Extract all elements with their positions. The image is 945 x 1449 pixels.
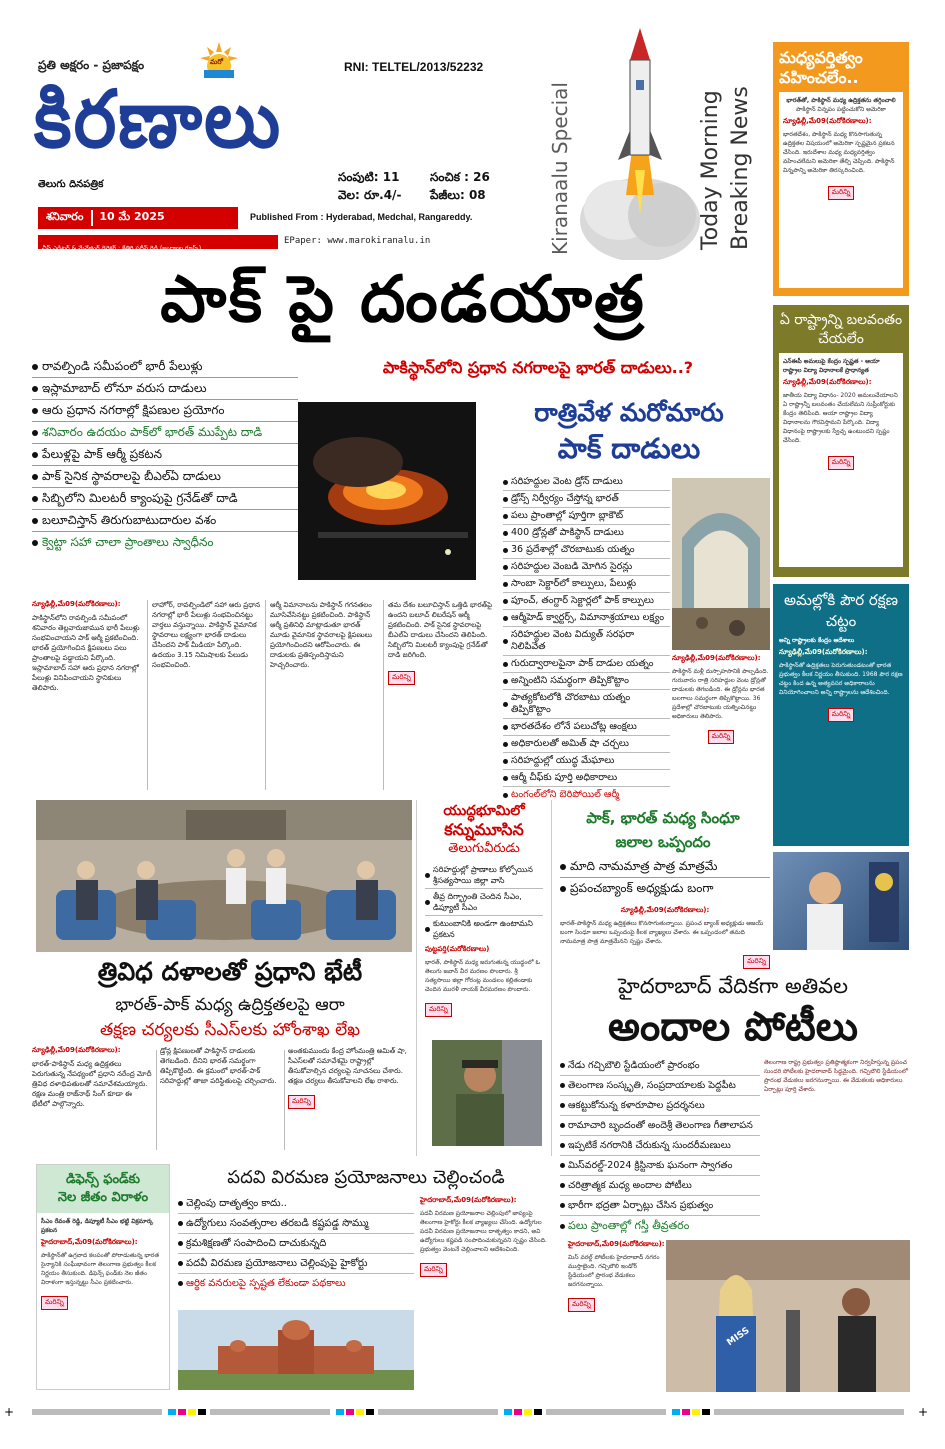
list-item: సరిహద్దుల వెంట విద్యుత్ సరఫరా నిలిపివేత xyxy=(503,627,670,656)
list-item: సరిహద్దుల్లో యుద్ధ మేఘాలు xyxy=(503,753,670,770)
svg-text:+: + xyxy=(4,1405,15,1419)
list-item: ఇప్పటికే నగరానికి చేరుకున్న సుందరీమణులు xyxy=(560,1136,760,1156)
amit-shah-photo xyxy=(773,852,909,950)
article-body: భారత్-పాకిస్థాన్ మధ్య ఉద్రిక్తతలు కొనసాగుతున్నాయి. ప్రపంచ బ్యాంక్ అధ్యక్షుడు అజయ్ బంగా సింధూ జలాల ఒప్పందంపై కీలక వ్యాఖ్యలు చేశారు. ఈ ఒప్పందంలో తమది నామమాత్ర పాత్ర మాత్రమేనని స్పష్టం చేశారు. xyxy=(560,920,764,945)
list-item: రామాచారి బృందంతో అందెశ్రీ తెలంగాణ గీతాలాపన xyxy=(560,1116,760,1136)
issue: సంచిక : 26 xyxy=(430,170,490,184)
list-item: ఆర్థిక వనరులపై స్పష్టత లేకుండా పథకాలు xyxy=(178,1274,414,1293)
defence-lead: సీఎం రేవంత్ రెడ్డి, డిప్యూటీ సీఎం భట్టి విక్రమార్క ప్రకటన xyxy=(41,1218,154,1234)
more-link[interactable]: మరిన్ని xyxy=(568,1298,595,1312)
main-headline: పాక్ పై దండయాత్ర xyxy=(160,263,646,337)
list-item: సాంబా సెక్టార్‌లో కాల్పులు, పేలుళ్లు xyxy=(503,576,670,593)
damaged-building-photo xyxy=(672,478,770,650)
list-item: పేలుళ్లపై పాక్ ఆర్మీ ప్రకటన xyxy=(32,444,298,466)
date-label: 10 మే 2025 xyxy=(99,210,165,223)
print-registration-strip xyxy=(0,1404,945,1418)
indus-headline-1: పాక్, భారత్ మధ్య సింధూ xyxy=(586,809,740,827)
list-item: చరిత్రాత్మక మధ్య అందాల పోటీలు xyxy=(560,1176,760,1196)
night-attack-headline-1: రాత్రివేళ మరోమారు xyxy=(534,398,724,427)
list-item: ఆర్మీహెడ్ క్వార్టర్స్, విమానాశ్రయాలు లక్ష్యం xyxy=(503,610,670,627)
list-item: పలు ప్రాంతాల్లో పూర్తిగా బ్లాకౌట్ xyxy=(503,508,670,525)
box-title: అమల్లోకి పౌర రక్షణ చట్టం xyxy=(783,591,899,630)
indus-bullets xyxy=(560,856,770,899)
box-body: పాకిస్థాన్‌తో ఉద్రిక్తతలు పెరుగుతుండటంతో భారత ప్రభుత్వం కీలక నిర్ణయం తీసుకుంది. 1968 పౌర రక్షణ చట్టం కింద ఉన్న అత్యవసర అధికారాలను వినియోగించాలని అన్ని రాష్ట్రాలను ఆదేశించింది. xyxy=(779,662,903,696)
main-bullet-list xyxy=(32,356,298,553)
list-item: పాక్ సైనిక స్థావరాలపై బీఎల్ఏ దాడులు xyxy=(32,466,298,488)
pm-meeting-sub-2: తక్షణ చర్యలకు సీఎస్‌లకు హోంశాఖ లేఖ xyxy=(99,1020,361,1040)
svg-text:+: + xyxy=(918,1405,929,1419)
retirement-headline: పదవి విరమణ ప్రయోజనాలు చెల్లించండి xyxy=(227,1167,505,1188)
pm-meeting-article xyxy=(32,1046,412,1156)
rni-number: RNI: TELTEL/2013/52232 xyxy=(344,60,484,74)
article-column: అంతకుముందు కేంద్ర హోంమంత్రి అమిత్ షా, సీఎస్‌లతో సమావేశమై రాష్ట్రాల్లో తీసుకోవాల్సిన చర్యలపై సూచనలు చేశారు. తక్షణ చర్యలు తీసుకోవాలని లేఖ రాశారు. xyxy=(288,1047,407,1085)
miss-world-article xyxy=(568,1240,664,1312)
list-item: నేడు గచ్చిబౌలి స్టేడియంలో ప్రారంభం xyxy=(560,1056,760,1076)
retirement-article xyxy=(420,1196,552,1277)
editor-line: చీఫ్ ఎడిటర్ & మేనేజింగ్ డైరెక్టర్ : కేతిరి ప్రదీప్ రెడ్డి (జంధ్యాల గ్రూప్స్) xyxy=(42,245,202,252)
list-item: టంగంల్‌లోని బెరిపోయిల్ ఆర్మీ xyxy=(503,787,670,803)
article-body: తెలంగాణ రాష్ట్ర ప్రభుత్వం ప్రతిష్ఠాత్మకంగా నిర్వహిస్తున్న ప్రపంచ సుందరి పోటీలకు హైదరాబాద్ సిద్ధమైంది. గచ్చిబౌలి స్టేడియంలో ప్రారంభ వేడుకలు జరగనున్నాయి. ఈ వేడుకలకు అధికారులు ఏర్పాట్లు పూర్తి చేశారు. xyxy=(764,1059,908,1093)
date-strip xyxy=(38,207,238,229)
night-attack-bullets xyxy=(503,474,670,803)
explosion-photo xyxy=(298,402,476,580)
list-item: భారతదేశం లోనే పలుచోట్ల ఆంక్షలు xyxy=(503,719,670,736)
main-article xyxy=(32,600,502,796)
more-link[interactable]: మరిన్ని xyxy=(420,1263,447,1277)
war-box-title-1: యుద్ధభూమిలో xyxy=(443,803,525,819)
volume: సంపుటి: 11 xyxy=(338,170,400,184)
list-item: పదవీ విరమణ ప్రయోజనాలు చెల్లింపుపై హైకోర్టు xyxy=(178,1254,414,1274)
list-item: డ్రోన్స్ నిర్వీర్యం చేస్తోన్న భారత్ xyxy=(503,491,670,508)
list-item: సిబ్బిలోని మిలటరీ క్యాంపుపై గ్రనేడ్‌తో దాడి xyxy=(32,488,298,510)
defence-fund-box xyxy=(36,1164,170,1390)
box-lead: అన్ని రాష్ట్రాలకు కేంద్రం ఆదేశాలు xyxy=(779,637,855,644)
list-item: ఆరు ప్రధాన నగరాల్లో క్షిపణుల ప్రయోగం xyxy=(32,400,298,422)
more-link[interactable]: మరిన్ని xyxy=(288,1095,315,1109)
dateline: న్యూఢిల్లీ,మే09(మరోకిరణాలు): xyxy=(783,378,872,386)
dateline: న్యూఢిల్లీ,మే09(మరోకిరణాలు): xyxy=(32,600,121,608)
list-item: గురుద్వారాలపైనా పాక్ దాడుల యత్నం xyxy=(503,656,670,673)
dateline: న్యూఢిల్లీ,మే09(మరోకిరణాలు): xyxy=(672,654,761,662)
more-link[interactable]: మరిన్ని xyxy=(828,708,855,722)
list-item: ఇస్లామాబాద్ లోనూ వరుస దాడులు xyxy=(32,378,298,400)
indus-article xyxy=(560,906,770,969)
logo-badge: మరో xyxy=(210,58,224,66)
day-label: శనివారం xyxy=(38,210,93,226)
sash-label: MISS xyxy=(725,1325,752,1349)
list-item: పాత్యకోటలోకి చొరబాటు యత్నం తిప్పికొట్టాం xyxy=(503,690,670,719)
defence-title-1: డిఫెన్స్ ఫండ్‌కు xyxy=(66,1172,140,1187)
list-item: అధికారులతో అమిత్ షా చర్చలు xyxy=(503,736,670,753)
article-body: పదవీ విరమణ ప్రయోజనాల చెల్లింపులో జాప్యంపై తెలంగాణ హైకోర్టు కీలక వ్యాఖ్యలు చేసింది. ఉద్యోగుల పదవీ విరమణ ప్రయోజనాలు దాతృత్వం కాదని, అవి ఉద్యోగులు కష్టపడి సంపాదించుకున్నవని స్పష్టం చేసింది. ప్రభుత్వం వెంటనే చెల్లించాలని ఆదేశించింది. xyxy=(420,1210,547,1253)
article-body: మిస్ వరల్డ్ పోటీలకు హైదరాబాద్ నగరం ముస్తాబైంది. గచ్చిబౌలి ఇండోర్ స్టేడియంలో ప్రారంభ వేడుకలు జరగనున్నాయి. xyxy=(568,1254,660,1288)
article-body: పాకిస్థాన్‌తో ఉగ్రవాద కలపంతో పోరాడుతున్న భారత సైన్యానికి సంఘీభావంగా తెలంగాణ ప్రభుత్వం కీలక నిర్ణయం తీసుకుంది. డిఫెన్స్ ఫండ్‌కు నెల జీతం విరాళంగా ఇస్తున్నట్టు సీఎం ప్రకటించారు. xyxy=(41,1252,160,1286)
main-subhead: పాకిస్థాన్‌లోని ప్రధాన నగరాలపై భారత్ దాడులు..? xyxy=(382,358,694,377)
box-nep xyxy=(773,305,909,577)
list-item: శనివారం ఉదయం పాక్‌లో భారత్ ముప్పేట దాడి xyxy=(32,422,298,444)
epaper-link[interactable]: EPaper: www.marokiranalu.in xyxy=(284,236,431,246)
list-item: ఆకట్టుకోనున్న కళారూపాల ప్రదర్శనలు xyxy=(560,1096,760,1116)
list-item: రావల్పిండి సమీపంలో భారీ పేలుళ్లు xyxy=(32,356,298,378)
list-item: సరిహద్దుల వెంబడి మోగిన సైరన్లు xyxy=(503,559,670,576)
war-box-title-3: తెలుగువీరుడు xyxy=(448,841,520,856)
article-body: భారత్, పాకిస్థాన్ మధ్య జరుగుతున్న యుద్ధంలో ఓ తెలుగు జవాన్ వీర మరణం పొందారు. శ్రీ సత్యసాయి జిల్లా గోరంట్ల మండలం కల్లితండాకు చెందిన మురళీ నాయక్ వీరమరణం పొందారు. xyxy=(425,959,540,993)
tagline: ప్రతి అక్షరం - ప్రజాపక్షం xyxy=(38,58,145,72)
miss-world-headline-1: హైదరాబాద్ వేదికగా అతివల xyxy=(618,974,848,998)
list-item: కుటుంబానికి అండగా ఉంటామని ప్రకటన xyxy=(425,916,543,942)
list-item: బలూచిస్తాన్ తిరుగుబాటుదారుల వశం xyxy=(32,510,298,532)
pm-meeting-headline: త్రివిధ దళాలతో ప్రధాని భేటీ xyxy=(97,957,363,986)
article-column: భారత్-పాకిస్థాన్ మధ్య ఉద్రిక్తతలు పెరుగుతున్న నేపథ్యంలో ప్రధాని నరేంద్ర మోదీ త్రివిధ దళాధిపతులతో సమావేశమయ్యారు. రక్షణ మంత్రి రాజ్‌నాథ్ సింగ్ కూడా ఈ భేటీలో పాల్గొన్నారు. xyxy=(32,1060,152,1108)
list-item: తెలంగాణ సంస్కృతి, సంప్రదాయాలకు పెద్దపీట xyxy=(560,1076,760,1096)
vertical-label-breaking: Breaking News xyxy=(728,86,753,250)
box-lead: ఎన్ఈపీ అమలుపై కేంద్రం స్పష్టత - ఆయా రాష్ట్రాల విద్యా విధానాలకే ప్రాధాన్యత xyxy=(783,358,880,374)
night-attack-article xyxy=(672,654,770,744)
list-item: 36 ప్రదేశాల్లో చొరబాటుకు యత్నం xyxy=(503,542,670,559)
dateline: పుట్టపర్తి(మరోకిరణాలు) xyxy=(425,945,490,953)
list-item: 400 డ్రోన్లతో పాకిస్థాన్ దాడులు xyxy=(503,525,670,542)
logo-wordmark: కిరణాలు xyxy=(34,72,283,166)
pm-meeting-photo xyxy=(36,800,412,952)
list-item: ఆర్మీ చీఫ్‌కు పూర్తి అధికారాలు xyxy=(503,770,670,787)
vertical-label-morning: Today Morning xyxy=(698,90,723,250)
box-title: ఏ రాష్ట్రాన్ని బలవంతం చేయలేం xyxy=(779,312,903,347)
box-mediation xyxy=(773,42,909,296)
article-column: డ్రోన్ల క్షిపణులతో పాకిస్థాన్ దాడులకు తెగబడింది. దీనిని భారత్ సమర్థంగా తిప్పికొట్టింది. ఈ క్రమంలో భారత్-పాక్ సరిహద్దుల్లో తాజా పరిస్థితులపై చర్చించారు. xyxy=(160,1047,277,1085)
list-item: ఉద్యోగులు సంవత్సరాల తరబడి కష్టపడ్డ సొమ్ము xyxy=(178,1214,414,1234)
list-item: మాది నామమాత్ర పాత్ర మాత్రమే xyxy=(560,856,770,878)
more-link[interactable]: మరిన్ని xyxy=(425,1003,452,1017)
box-body: భారతదేశం, పాకిస్థాన్ మధ్య కొనసాగుతున్న ఉద్రిక్తతల విషయంలో అమెరికా స్పష్టమైన ప్రకటన చేసింది. ఇరుదేశాల మధ్య మధ్యవర్తిత్వం వహించలేమని అమెరికా తేల్చి చెప్పింది. పాకిస్థాన్ విన్నపాన్ని అమెరికా తిరస్కరించింది. xyxy=(783,131,895,174)
article-column: పాకిస్థాన్‌లోని రావల్పిండి సమీపంలో శనివారం తెల్లవారుజామున భారీ పేలుళ్లు సంభవించాయని పాక్ ఆర్మీ ప్రకటించింది. భారత్ ప్రయోగించిన క్షిపణులు పలు ప్రాంతాలపై పడ్డాయని పేర్కొంది. ఇస్లామాబాద్ సహా ఆరు ప్రధాన నగరాల్లో పేలుళ్లు వినిపించాయని స్థానికులు తెలిపారు. xyxy=(32,614,140,692)
more-link[interactable]: మరిన్ని xyxy=(828,186,855,200)
dateline: న్యూఢిల్లీ,మే09(మరోకిరణాలు): xyxy=(32,1046,121,1054)
list-item: ప్రపంచబ్యాంక్ అధ్యక్షుడు బంగా xyxy=(560,878,770,899)
defence-title-2: నెల జీతం విరాళం xyxy=(57,1190,149,1205)
article-column: తమ దేశం బలూచిస్తాన్ ఒత్తిడి భారత్‌పై ఉందని బలూచ్ లిబరేషన్ ఆర్మీ ప్రకటించింది. పాక్ సైనిక స్థావరాలపై బీఎల్ఏ దాడులు చేసిందని తెలిపింది. సిబ్బిలోని మిలటరీ క్యాంపుపై గ్రనేడ్‌తో దాడి జరిగింది. xyxy=(388,601,493,659)
box-title: మధ్యవర్తిత్వం వహించలేం.. xyxy=(779,48,863,87)
miss-world-headline-2: అందాల పోటీలు xyxy=(608,1004,858,1050)
list-item: అన్నింటిని సమర్థంగా తిప్పికొట్టాం xyxy=(503,673,670,690)
paper-subtitle: తెలుగు దినపత్రిక xyxy=(38,179,104,190)
price: వెల: రూ.4/- xyxy=(338,188,402,202)
miss-world-side-article xyxy=(764,1058,910,1094)
list-item: సరిహద్దుల వెంట డ్రోన్ దాడులు xyxy=(503,474,670,491)
dateline: న్యూఢిల్లీ,మే09(మరోకిరణాలు): xyxy=(620,906,710,914)
list-item: క్వెట్టా సహా చాలా ప్రాంతాలు స్వాధీనం xyxy=(32,532,298,553)
page-count: పేజీలు: 08 xyxy=(430,188,486,202)
vertical-label-special: Kiranaalu Special xyxy=(548,82,572,255)
article-column: లాహోర్, రావల్పిండిలో సహా ఆరు ప్రధాన నగరాల్లో భారీ పేలుళ్లు సంభవించినట్టు వార్తలు వస్తున్నాయి. పాకిస్థాన్ వైమానిక స్థావరాలు లక్ష్యంగా భారత్ దాడులు చేసిందని పాక్ మీడియా పేర్కొంది. ఉదయం 3.15 నిమిషాలకు పేలుడు సంభవించింది. xyxy=(152,601,261,669)
box-civil-defence xyxy=(773,584,909,846)
list-item: సరిహద్దుల్లో ప్రాణాలు కోల్పోయిన శ్రీసత్యసాయి జిల్లా వాసి xyxy=(425,862,543,889)
indus-headline-2: జలాల ఒప్పందం xyxy=(615,833,711,851)
editor-strip xyxy=(38,235,278,252)
list-item: భారీగా భద్రతా ఏర్పాట్లు చేసిన ప్రభుత్వం xyxy=(560,1196,760,1216)
published-from: Published From : Hyderabad, Medchal, Rangareddy. xyxy=(250,212,473,222)
dateline: హైదరాబాద్,మే09(మరోకిరణాలు): xyxy=(41,1238,138,1246)
rocket-graphic xyxy=(580,20,700,260)
list-item: మిస్‌వరల్డ్-2024 క్రిస్టినాకు ఘనంగా స్వాగతం xyxy=(560,1156,760,1176)
night-attack-headline-2: పాక్ దాడులు xyxy=(557,432,701,465)
more-link[interactable]: మరిన్ని xyxy=(828,456,855,470)
article-column: ఆర్మీ విమానాలను పాకిస్థాన్ గగనతలం మూసివేసినట్టు ప్రకటించింది. పాకిస్థాన్ ఆర్మీ ప్రతినిధి మాట్లాడుతూ భారత్ మూడు వైమానిక స్థావరాలపై క్షిపణులు ప్రయోగించిందని ఆరోపించారు. ఈ దాడులకు ప్రతిస్పందిస్తామని హెచ్చరించారు. xyxy=(270,601,373,669)
dateline: హైదరాబాద్,మే09(మరోకిరణాలు): xyxy=(420,1196,517,1204)
list-item: చెల్లింపు దాతృత్వం కాదు.. xyxy=(178,1194,414,1214)
box-sub: పాకిస్థాన్ విన్నపం పట్టించుకోని అమెరికా xyxy=(795,106,886,113)
miss-world-photo xyxy=(666,1240,910,1392)
soldier-photo xyxy=(432,1040,542,1146)
list-item: పూంచ్, తంగ్దార్ సెక్టార్లలో పాక్ కాల్పులు xyxy=(503,593,670,610)
box-body: జాతీయ విద్యా విధానం- 2020 అమలుచేయాలని ఏ రాష్ట్రాన్నీ బలవంతం చేయలేమని సుప్రీంకోర్టుకు కేంద్రం తెలిపింది. ఆయా రాష్ట్రాల విద్యా విధానాలను గౌరవిస్తామని పేర్కొంది. విద్యా విధానంపై రాష్ట్రాలకు స్వేచ్ఛ ఉంటుందని స్పష్టం చేసింది. xyxy=(783,392,898,444)
more-link[interactable]: మరిన్ని xyxy=(388,671,415,685)
list-item: క్రమశిక్షణతో సంపాదించి దాచుకున్నది xyxy=(178,1234,414,1254)
dateline: న్యూఢిల్లీ,మే09(మరోకిరణాలు): xyxy=(779,648,868,656)
list-item: పలు ప్రాంతాల్లో గస్తీ తీవ్రతరం xyxy=(560,1216,760,1236)
more-link[interactable]: మరిన్ని xyxy=(708,730,735,744)
masthead xyxy=(0,0,770,268)
miss-world-bullets xyxy=(560,1056,760,1236)
war-box-title-2: కన్నుమూసిన xyxy=(444,820,524,839)
more-link[interactable]: మరిన్ని xyxy=(41,1296,68,1310)
more-link[interactable]: మరిన్ని xyxy=(743,955,770,969)
dateline: న్యూఢిల్లీ,మే09(మరోకిరణాలు): xyxy=(783,117,872,125)
box-lead: భారత్‌తో, పాకిస్థాన్ మధ్య ఉద్రిక్తతను తగ్గించాలి xyxy=(786,97,896,104)
retirement-bullets xyxy=(178,1194,414,1293)
high-court-photo xyxy=(178,1310,414,1390)
article-body: పాకిస్థాన్ మళ్లీ దుస్సాహసానికి పాల్పడింది. గురువారం రాత్రి సరిహద్దుల వెంట డ్రోన్లతో దాడులకు తెగబడింది. ఈ డ్రోన్లను భారత బలగాలు సమర్థంగా తిప్పికొట్టాయి. 36 ప్రదేశాల్లో చొరబాటుకు యత్నించినట్టు అధికారులు తెలిపారు. xyxy=(672,668,769,720)
pm-meeting-sub-1: భారత్-పాక్ మధ్య ఉద్రిక్తతలపై ఆరా xyxy=(115,995,345,1015)
dateline: హైదరాబాద్,మే09(మరోకిరణాలు): xyxy=(568,1240,665,1248)
list-item: తీవ్ర దిగ్భ్రాంతి చెందిన సీఎం, డిప్యూటీ సీఎం xyxy=(425,889,543,916)
